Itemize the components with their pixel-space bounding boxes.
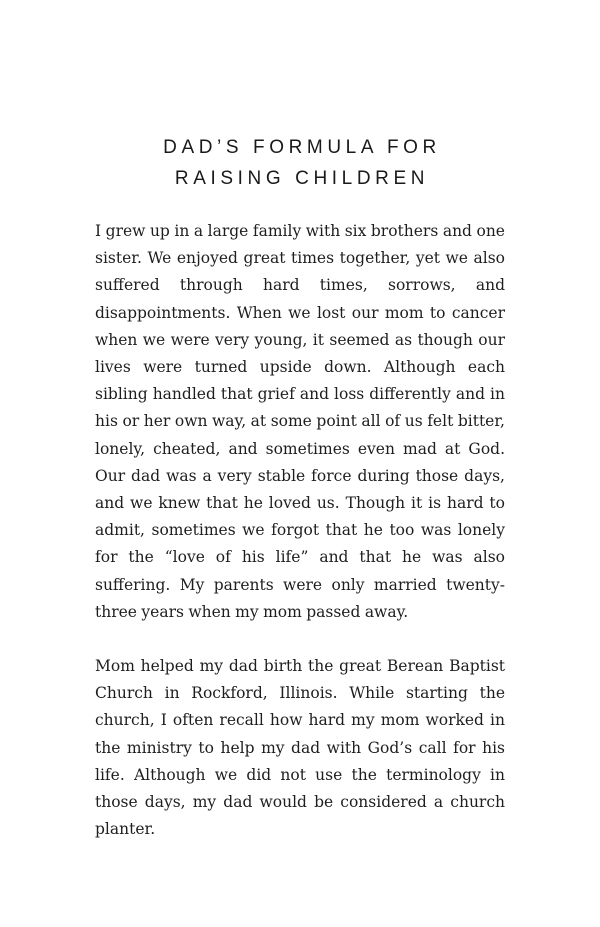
paragraph-2: Mom helped my dad birth the great Berean Baptist Church in Rockford, Illinois. While starting the church, I often recall how hard my mom worked in the ministry to help my dad with God’s call for his life. Although we did not use the terminology in those days, my dad would be considered a church planter. <box>95 657 505 839</box>
chapter-title <box>60 132 540 194</box>
chapter-title-line-2: RAISING CHILDREN <box>174 168 430 189</box>
chapter-title-line-1: DAD’S FORMULA FOR <box>163 137 441 158</box>
paragraph-1: I grew up in a large family with six brothers and one sister. We enjoyed great times together, yet we also suffered through hard times, sorrows, and disappointments. When we lost our mom to cancer when we were very young, it seemed as though our lives were turned upside down. Although each sibling handled that grief and loss differently and in his or her own way, at some point all of us felt bitter, lonely, cheated, and sometimes even mad at God. Our dad was a very stable force during those days, and we knew that he loved us. Though it is hard to admit, sometimes we forgot that he too was lonely for the “love of his life” and that he was also suffering. My parents were only married twenty-three years when my mom passed away. <box>95 222 505 621</box>
body-text <box>95 218 505 843</box>
